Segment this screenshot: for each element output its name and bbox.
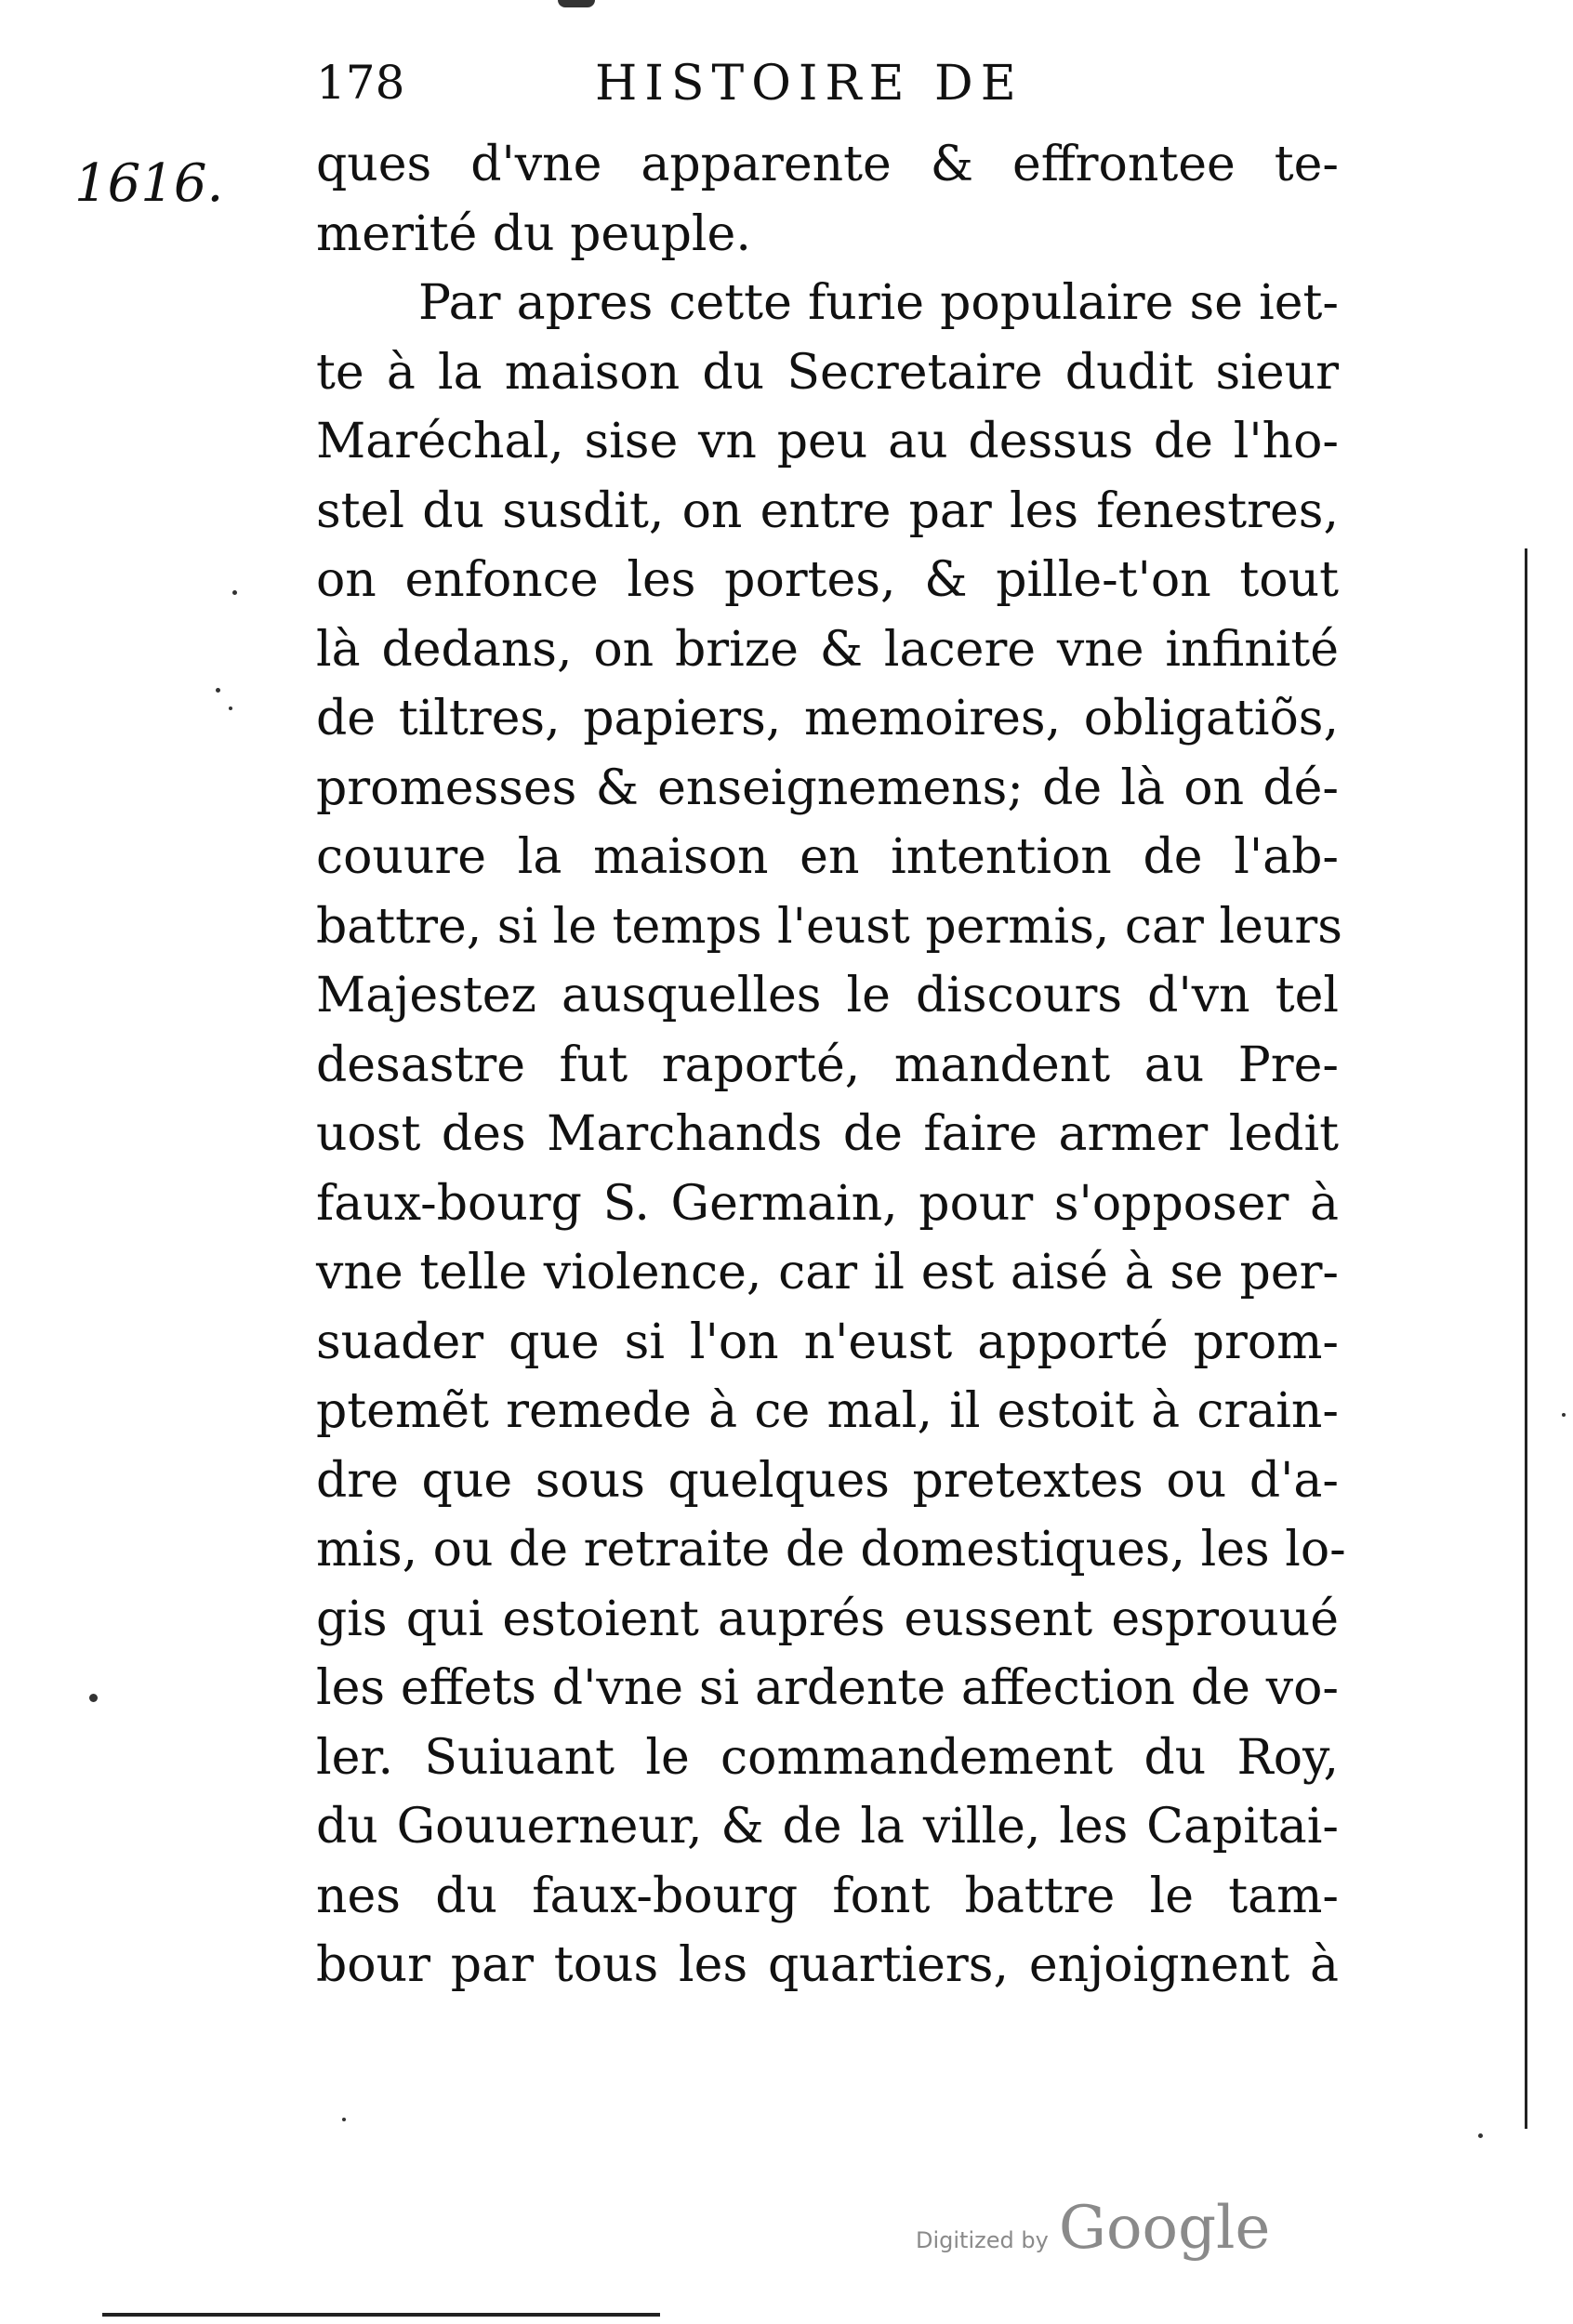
page-bottom-rule — [102, 2313, 660, 2317]
text-line: stel du susdit, on entre par les fenestres, — [316, 482, 1339, 539]
text-line: là dedans, on brize & lacere vne infinité — [316, 621, 1339, 678]
page-header — [316, 56, 1339, 121]
scan-speck — [229, 706, 232, 710]
text-line: desastre fut raporté, mandent au Pre- — [316, 1037, 1339, 1093]
text-line: couure la maison en intention de l'ab- — [316, 829, 1339, 885]
text-line: Majestez ausquelles le discours d'vn tel — [316, 968, 1339, 1023]
scan-speck — [1478, 2133, 1483, 2138]
text-line: dre que sous quelques pretextes ou d'a- — [316, 1452, 1339, 1509]
text-line: vne telle violence, car il est aisé à se per- — [316, 1245, 1339, 1301]
text-line: ques d'vne apparente & effrontee te- — [316, 137, 1339, 192]
scan-speck — [216, 688, 220, 693]
page-edge-rule — [1525, 548, 1527, 2129]
text-line: ptemẽt remede à ce mal, il estoit à crain- — [316, 1383, 1339, 1439]
scan-speck — [232, 590, 237, 595]
scan-speck — [89, 1694, 98, 1702]
text-line: mis, ou de retraite de domestiques, les lo- — [316, 1522, 1346, 1578]
text-line: Maréchal, sise vn peu au dessus de l'ho- — [316, 414, 1339, 469]
google-watermark — [916, 2194, 1270, 2263]
watermark-prefix: Digitized by — [916, 2227, 1049, 2253]
text-line: on enfonce les portes, & pille-t'on tout — [316, 552, 1339, 608]
margin-year-note: 1616. — [74, 153, 224, 214]
paragraph-first-line: Par apres cette furie populaire se iet- — [418, 275, 1339, 331]
scan-artifact-top — [558, 0, 595, 7]
text-line: suader que si l'on n'eust apporté prom- — [316, 1314, 1339, 1370]
text-line: promesses & enseignemens; de là on dé- — [316, 759, 1339, 816]
scan-speck — [342, 2118, 346, 2121]
text-line: ler. Suiuant le commandement du Roy, — [316, 1729, 1339, 1786]
text-line: du Gouuerneur, & de la ville, les Capitai- — [316, 1799, 1339, 1855]
text-line: uost des Marchands de faire armer ledit — [316, 1106, 1339, 1162]
text-line: te à la maison du Secretaire dudit sieur — [316, 344, 1339, 401]
text-line: gis qui estoient auprés eussent esprouué — [316, 1591, 1339, 1647]
running-title: HISTOIRE DE — [595, 56, 1024, 112]
page-number: 178 — [316, 56, 405, 110]
text-line: les effets d'vne si ardente affection de vo- — [316, 1660, 1339, 1716]
text-line: merité du peuple. — [316, 205, 751, 262]
text-line: faux-bourg S. Germain, pour s'opposer à — [316, 1175, 1339, 1232]
text-line: bour par tous les quartiers, enjoignent à — [316, 1937, 1339, 1993]
text-line: battre, si le temps l'eust permis, car leurs — [316, 898, 1342, 955]
text-line: de tiltres, papiers, memoires, obligatiõs, — [316, 691, 1339, 746]
text-line: nes du faux-bourg font battre le tam- — [316, 1868, 1339, 1924]
body-text — [316, 130, 1346, 2000]
google-logo-text: Google — [1058, 2194, 1271, 2263]
scan-speck — [1562, 1413, 1566, 1417]
